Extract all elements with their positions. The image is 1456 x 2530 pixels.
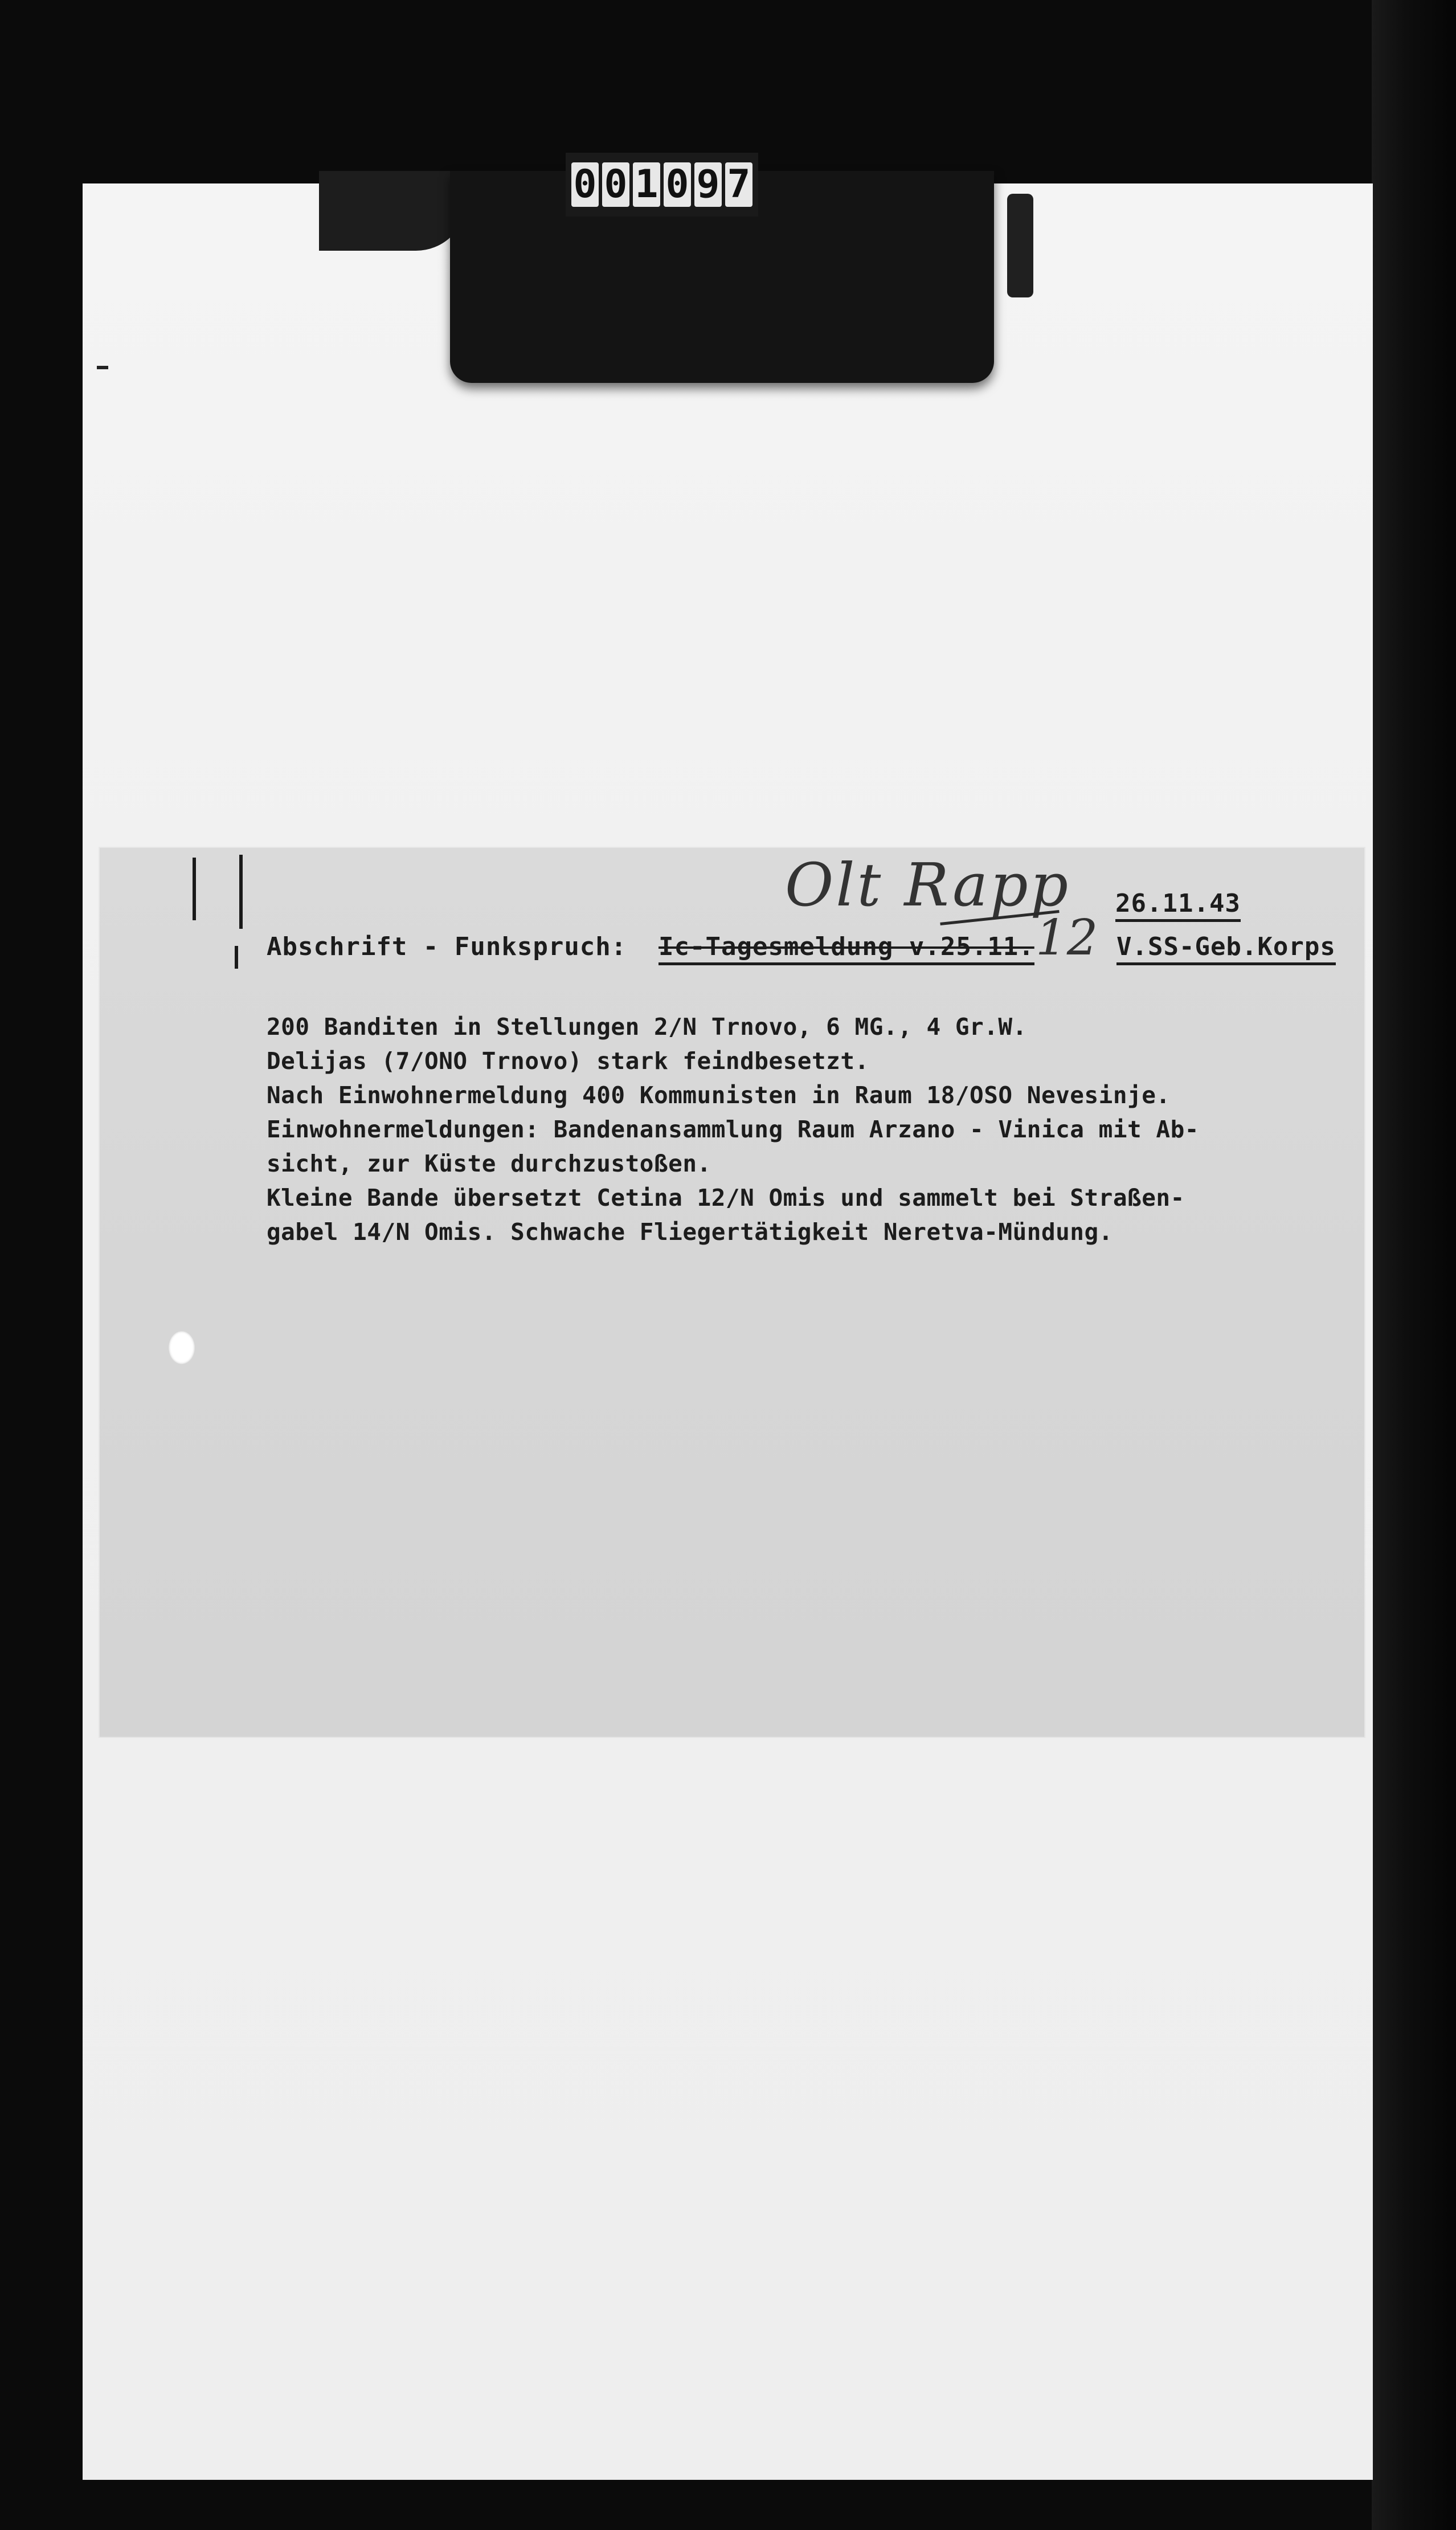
message-body <box>267 1010 1199 1249</box>
counter-digit: 0 <box>664 162 691 207</box>
clip-arm <box>319 171 467 251</box>
counter-digit: 1 <box>633 162 660 207</box>
header-label: Abschrift - Funkspruch: <box>267 932 627 961</box>
counter-digit: 9 <box>694 162 722 207</box>
clip-tab <box>1007 194 1033 297</box>
message-line: Nach Einwohnermeldung 400 Kommunisten in Raum 18/OSO Nevesinje. <box>267 1082 1171 1109</box>
message-line: 200 Banditen in Stellungen 2/N Trnovo, 6 MG., 4 Gr.W. <box>267 1013 1027 1040</box>
frame-counter <box>566 153 758 217</box>
fold-mark <box>193 858 196 920</box>
handwritten-number: 12 <box>1036 909 1098 966</box>
message-line: Delijas (7/ONO Trnovo) stark feindbesetzt. <box>267 1047 869 1075</box>
document-date: 26.11.43 <box>1115 889 1241 922</box>
counter-digit: 7 <box>725 162 752 207</box>
fold-mark <box>235 946 238 969</box>
edge-mark <box>97 366 108 369</box>
message-line: Einwohnermeldungen: Bandenansammlung Raum Arzano - Vinica mit Ab- <box>267 1116 1199 1143</box>
film-border <box>1372 0 1456 2530</box>
message-line: Kleine Bande übersetzt Cetina 12/N Omis und sammelt bei Straßen- <box>267 1184 1185 1211</box>
handwritten-note: Olt Rapp <box>785 850 1071 920</box>
message-line: sicht, zur Küste durchzustoßen. <box>267 1150 711 1177</box>
message-line: gabel 14/N Omis. Schwache Fliegertätigkeit Neretva-Mündung. <box>267 1218 1113 1246</box>
sender-unit: V.SS-Geb.Korps <box>1116 932 1336 965</box>
telegram-form <box>100 848 1364 1737</box>
counter-digit: 0 <box>571 162 599 207</box>
counter-digit: 0 <box>602 162 629 207</box>
header-subject: Ic-Tagesmeldung v.25.11. <box>659 932 1034 965</box>
fold-mark <box>239 855 243 929</box>
punch-hole <box>169 1331 195 1364</box>
